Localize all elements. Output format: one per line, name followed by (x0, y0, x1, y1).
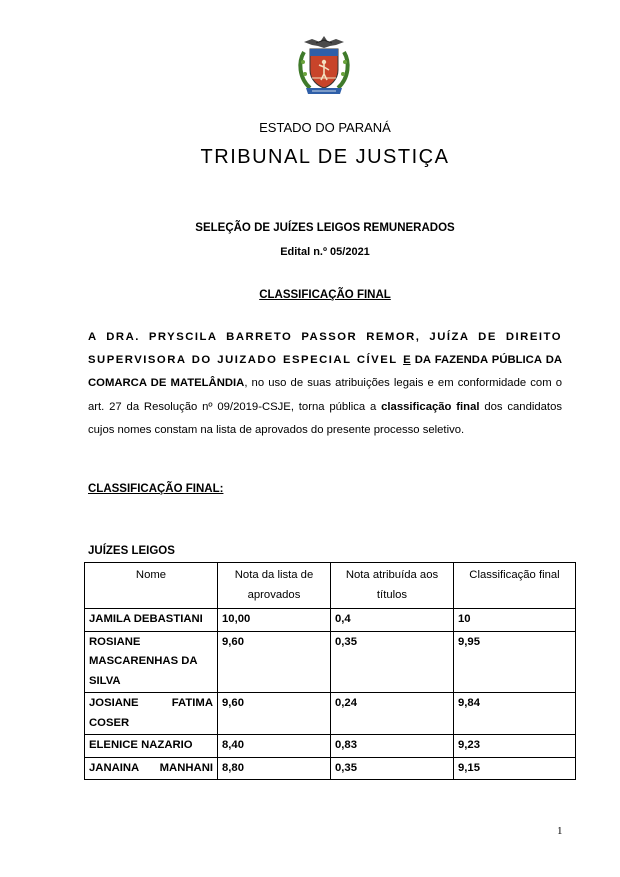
page-number: 1 (557, 825, 563, 837)
cell-title-score: 0,4 (331, 609, 454, 632)
edital-number: Edital n.º 05/2021 (280, 246, 370, 258)
cell-list-score: 8,40 (218, 735, 331, 758)
paragraph-text-2: dos candidatos cujos nomes constam na lista de aprovados do presente processo seletivo. (88, 400, 563, 436)
cell-title-score: 0,35 (331, 631, 454, 693)
classification-table (84, 562, 576, 780)
cell-name: JOSIANE FATIMA COSER (85, 693, 218, 735)
group-label: JUÍZES LEIGOS (88, 545, 175, 557)
classification-title: CLASSIFICAÇÃO FINAL (259, 289, 391, 301)
cell-list-score: 9,60 (218, 693, 331, 735)
cell-list-score: 8,80 (218, 757, 331, 780)
table-row (85, 609, 576, 632)
cell-final: 9,15 (454, 757, 576, 780)
cell-name: ELENICE NAZARIO (85, 735, 218, 758)
cell-final: 9,23 (454, 735, 576, 758)
header-final-classification: Classificação final (454, 563, 576, 609)
classification-emphasis: classificação final (381, 400, 480, 413)
cell-list-score: 10,00 (218, 609, 331, 632)
cell-final: 9,95 (454, 631, 576, 693)
table-row (85, 735, 576, 758)
table-header-row (85, 563, 576, 609)
court-name: TRIBUNAL DE JUSTIÇA (200, 146, 450, 168)
table-row (85, 757, 576, 780)
cell-final: 9,84 (454, 693, 576, 735)
cell-title-score: 0,83 (331, 735, 454, 758)
header-list-score: Nota da lista de aprovados (218, 563, 331, 609)
cell-title-score: 0,35 (331, 757, 454, 780)
parana-coat-of-arms-icon (294, 34, 354, 96)
header-title-score: Nota atribuída aos títulos (331, 563, 454, 609)
classification-final-label: CLASSIFICAÇÃO FINAL: (88, 483, 224, 495)
cell-title-score: 0,24 (331, 693, 454, 735)
announcement-paragraph (88, 326, 562, 442)
cell-name: JANAINA MANHANI (85, 757, 218, 780)
cell-name: JAMILA DEBASTIANI (85, 609, 218, 632)
header-name: Nome (85, 563, 218, 609)
cell-list-score: 9,60 (218, 631, 331, 693)
cell-final: 10 (454, 609, 576, 632)
cell-name: ROSIANE MASCARENHAS DA SILVA (85, 631, 218, 693)
table-row (85, 693, 576, 735)
judge-statement: A DRA. PRYSCILA BARRETO PASSOR REMOR, JUÍZA DE DIREITO SUPERVISORA DO JUIZADO ESPECIAL CÍVEL (88, 331, 562, 367)
state-name: ESTADO DO PARANÁ (259, 120, 391, 135)
table-row (85, 631, 576, 693)
selection-title: SELEÇÃO DE JUÍZES LEIGOS REMUNERADOS (195, 222, 455, 234)
underlined-conjunction: E (403, 354, 411, 367)
court-statement: DA FAZENDA PÚBLICA DA COMARCA DE MATELÂNDIA (88, 354, 563, 390)
paragraph-text-1: , no uso de suas atribuições legais e em conformidade com o art. 27 da Resolução nº 09/2019-CSJE, torna pública a (88, 377, 562, 413)
